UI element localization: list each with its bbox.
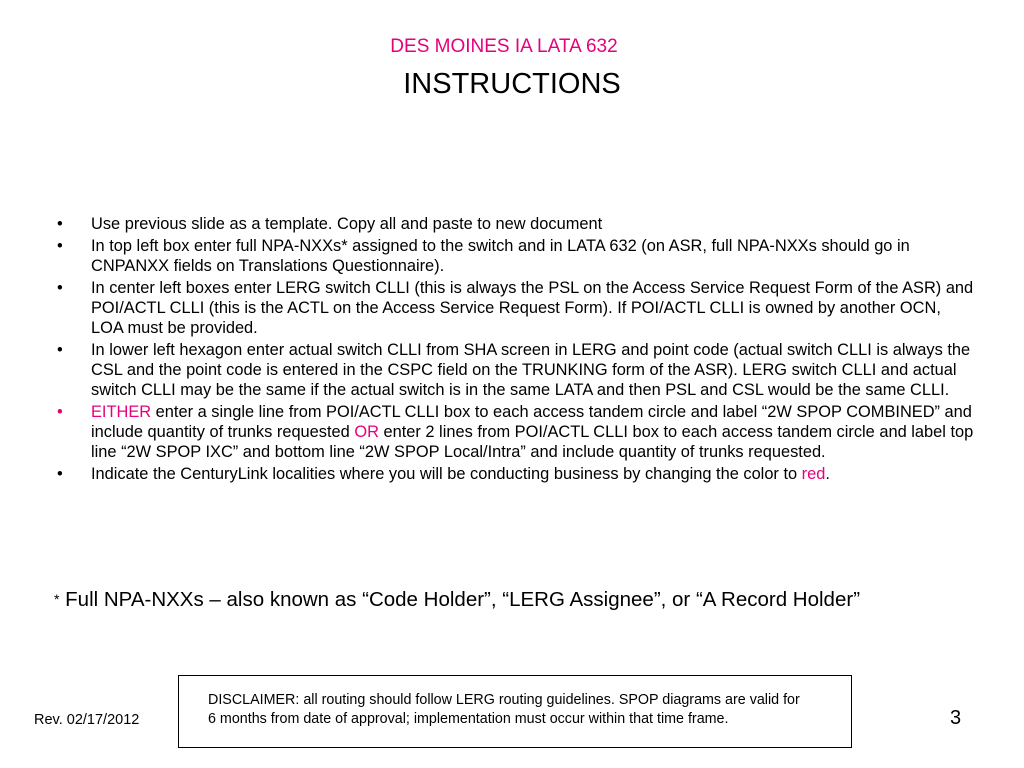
instruction-text: In top left box enter full NPA-NXXs* assigned to the switch and in LATA 632 (on ASR, full NPA-NXXs should go in CNPANXX fields on Translations Questionnaire). bbox=[91, 236, 910, 275]
instruction-text: enter a single line from POI/ACTL CLLI box to each access tandem circle and label “2W SPOP COMBINED” and include quantity of trunks requested bbox=[91, 402, 972, 442]
instruction-item-3 bbox=[56, 278, 974, 339]
highlight-red: red bbox=[801, 464, 826, 483]
page-number: 3 bbox=[950, 707, 962, 729]
instruction-item-6 bbox=[56, 464, 974, 484]
bullet-icon: • bbox=[57, 215, 63, 233]
highlight-or: OR bbox=[354, 423, 379, 442]
instruction-text-suffix: . bbox=[825, 464, 830, 483]
bullet-icon: • bbox=[57, 236, 63, 255]
slide-title-location: DES MOINES IA LATA 632 bbox=[390, 36, 618, 57]
slide-title: INSTRUCTIONS bbox=[403, 68, 621, 100]
instruction-text: Use previous slide as a template. Copy all and paste to new document bbox=[91, 215, 603, 233]
footnote-text: Full NPA-NXXs – also known as “Code Holder”, “LERG Assignee”, or “A Record Holder” bbox=[59, 588, 861, 611]
bullet-icon: • bbox=[57, 340, 63, 359]
footnote bbox=[54, 588, 1004, 612]
instruction-text: enter 2 lines from POI/ACTL CLLI box to each access tandem circle and label top line “2W SPOP IXC” and bottom line “2W SPOP Local/Intra” and include quantity of trunks requested. bbox=[91, 423, 974, 462]
bullet-icon: • bbox=[57, 464, 63, 483]
instruction-item-4 bbox=[56, 340, 974, 401]
bullet-icon: • bbox=[57, 278, 63, 297]
instruction-item-2 bbox=[56, 236, 974, 276]
highlight-either: EITHER bbox=[91, 402, 152, 421]
instruction-text: In lower left hexagon enter actual switch CLLI from SHA screen in LERG and point code (actual switch CLLI is always the CSL and the point code is entered in the CSPC field on the TRUNKING form of the ASR). LERG switch CLLI and actual switch CLLI may be the same if the actual switch is in the same LATA and then PSL and CSL would be the same CLLI. bbox=[91, 340, 971, 400]
disclaimer-text: DISCLAIMER: all routing should follow LERG routing guidelines. SPOP diagrams are valid for 6 months from date of approval; implementation must occur within that time frame. bbox=[208, 692, 800, 727]
instruction-list bbox=[56, 214, 974, 486]
footnote-asterisk: * bbox=[54, 591, 60, 607]
instruction-text: Indicate the CenturyLink localities where you will be conducting business by changing the color to bbox=[91, 464, 802, 483]
instruction-text: In center left boxes enter LERG switch CLLI (this is always the PSL on the Access Service Request Form of the ASR) and POI/ACTL CLLI (this is the ACTL on the Access Service Request Form). If POI/ACTL CLLI is owned by another OCN, LOA must be provided. bbox=[91, 278, 974, 338]
revision-date: Rev. 02/17/2012 bbox=[34, 712, 140, 728]
instruction-item-5 bbox=[56, 402, 974, 463]
bullet-icon: • bbox=[57, 402, 63, 421]
instruction-item-1 bbox=[56, 214, 974, 234]
disclaimer-box bbox=[178, 675, 852, 748]
